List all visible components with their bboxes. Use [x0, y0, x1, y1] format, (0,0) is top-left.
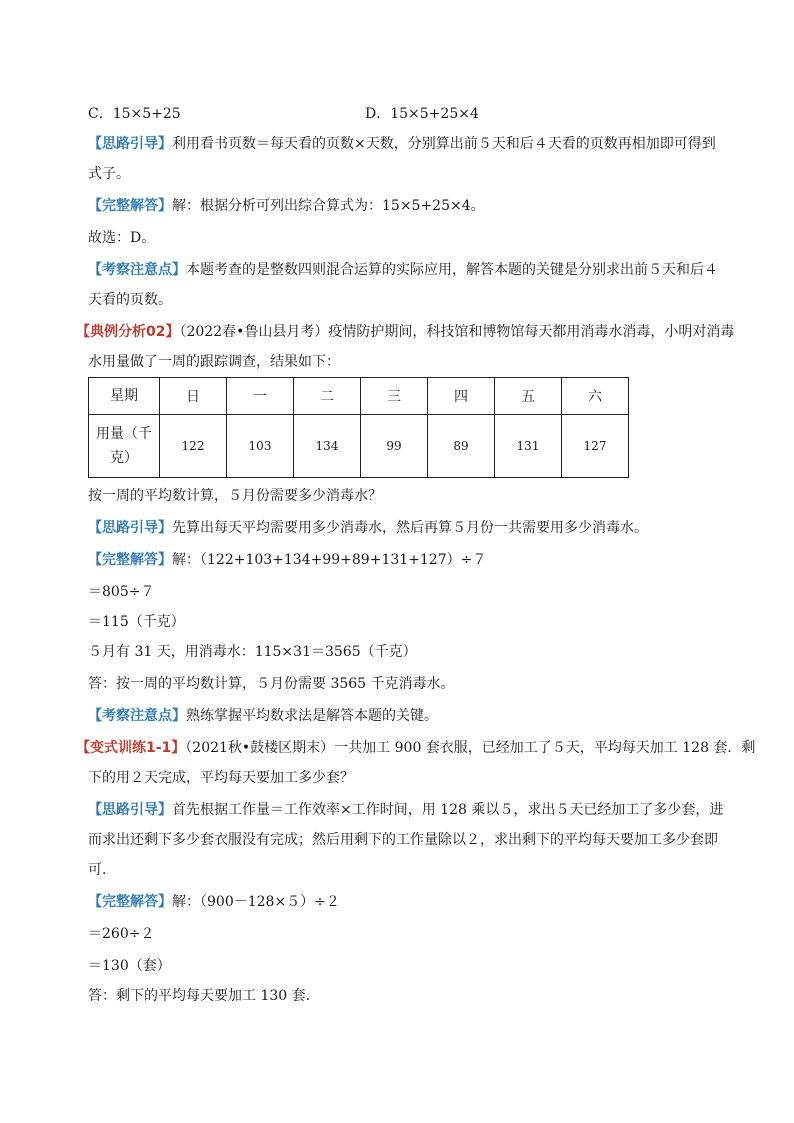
- final-answer: 答：剩下的平均每天要加工 130 套．: [88, 988, 320, 1004]
- answer-text: 解：根据分析可列出综合算式为：15×5+25×4。: [172, 198, 485, 214]
- answer-tag: 【完整解答】: [88, 198, 172, 214]
- answer-step: ５月有 31 天，用消毒水：115×31＝3565（千克）: [88, 644, 417, 660]
- ex2-question-cont: 水用量做了一周的跟踪调查，结果如下：: [88, 354, 340, 370]
- guide-tag: 【思路引导】: [88, 802, 172, 818]
- table-day: 三: [361, 378, 428, 415]
- table-value: 89: [428, 415, 495, 478]
- ex3-question-cont: 下的用２天完成，平均每天要加工多少套？: [88, 770, 354, 786]
- answer-step: 解：（900－128×５）÷２: [172, 894, 340, 910]
- option-c: C．15×5+25: [88, 106, 181, 122]
- ex1-answer: [88, 196, 485, 216]
- table-value: 127: [562, 415, 629, 478]
- note-tag: 【考察注意点】: [88, 708, 186, 724]
- question-text: （2022春•鲁山县月考）疫情防护期间，科技馆和博物馆每天都用消毒水消毒，小明对消毒: [179, 324, 735, 340]
- table-day: 一: [227, 378, 294, 415]
- answer-step: 解：（122+103+134+99+89+131+127）÷７: [172, 552, 487, 568]
- table-value: 134: [294, 415, 361, 478]
- ex1-note: [88, 260, 718, 280]
- answer-step: ＝260÷２: [88, 926, 155, 942]
- answer-tag: 【完整解答】: [88, 552, 172, 568]
- ex3-guide: [88, 800, 723, 820]
- table-day: 六: [562, 378, 629, 415]
- ex1-guide-cont: 式子。: [88, 166, 130, 182]
- table-day: 四: [428, 378, 495, 415]
- ex2-question: [76, 322, 734, 342]
- ex2-note: [88, 706, 438, 726]
- table-day: 二: [294, 378, 361, 415]
- guide-tag: 【思路引导】: [88, 520, 172, 536]
- table-value: 122: [160, 415, 227, 478]
- answer-step: ＝805÷７: [88, 584, 155, 600]
- usage-table: [88, 377, 629, 478]
- example-tag: 【典例分析02】: [76, 324, 180, 340]
- note-tag: 【考察注意点】: [88, 262, 186, 278]
- ex2-ask: 按一周的平均数计算，５月份需要多少消毒水？: [88, 488, 382, 504]
- answer-step: ＝130（套）: [88, 958, 171, 974]
- final-answer: 答：按一周的平均数计算，５月份需要 3565 千克消毒水。: [88, 676, 455, 692]
- ex3-answer: [88, 892, 340, 912]
- option-d: D．15×5+25×4: [365, 106, 479, 122]
- ex3-guide-cont: 而求出还剩下多少套衣服没有完成；然后用剩下的工作量除以２，求出剩下的平均每天要加工多少套即: [88, 832, 718, 848]
- ex2-guide: [88, 518, 648, 538]
- table-day: 五: [495, 378, 562, 415]
- ex1-note-cont: 天看的页数。: [88, 292, 172, 308]
- question-text: （2021秋•鼓楼区期末）一共加工 900 套衣服，已经加工了５天，平均每天加工 128 套．剩: [185, 740, 756, 756]
- ex1-choice: 故选：D。: [88, 230, 156, 246]
- variant-tag: 【变式训练1-1】: [76, 740, 186, 756]
- table-day: 日: [160, 378, 227, 415]
- ex2-answer: [88, 550, 486, 570]
- table-value: 99: [361, 415, 428, 478]
- note-text: 熟练掌握平均数求法是解答本题的关键。: [186, 708, 438, 724]
- row-label-line2: 克）: [110, 450, 138, 466]
- ex3-guide-cont: 可．: [88, 862, 116, 878]
- row-label-line1: 用量（千: [96, 426, 152, 442]
- guide-text: 首先根据工作量＝工作效率×工作时间，用 128 乘以５，求出５天已经加工了多少套，进: [172, 802, 724, 818]
- guide-text: 利用看书页数＝每天看的页数×天数，分别算出前５天和后４天看的页数再相加即可得到: [172, 136, 716, 152]
- table-value: 103: [227, 415, 294, 478]
- table-header-label: 星期: [89, 378, 160, 415]
- guide-text: 先算出每天平均需要用多少消毒水，然后再算５月份一共需要用多少消毒水。: [172, 520, 648, 536]
- table-row: [89, 415, 629, 478]
- note-text: 本题考查的是整数四则混合运算的实际应用，解答本题的关键是分别求出前５天和后４: [186, 262, 718, 278]
- ex3-question: [76, 738, 755, 758]
- ex1-guide: [88, 134, 716, 154]
- table-row-label: [89, 415, 160, 478]
- answer-step: ＝115（千克）: [88, 614, 185, 630]
- answer-tag: 【完整解答】: [88, 894, 172, 910]
- table-row: [89, 378, 629, 415]
- guide-tag: 【思路引导】: [88, 136, 172, 152]
- table-value: 131: [495, 415, 562, 478]
